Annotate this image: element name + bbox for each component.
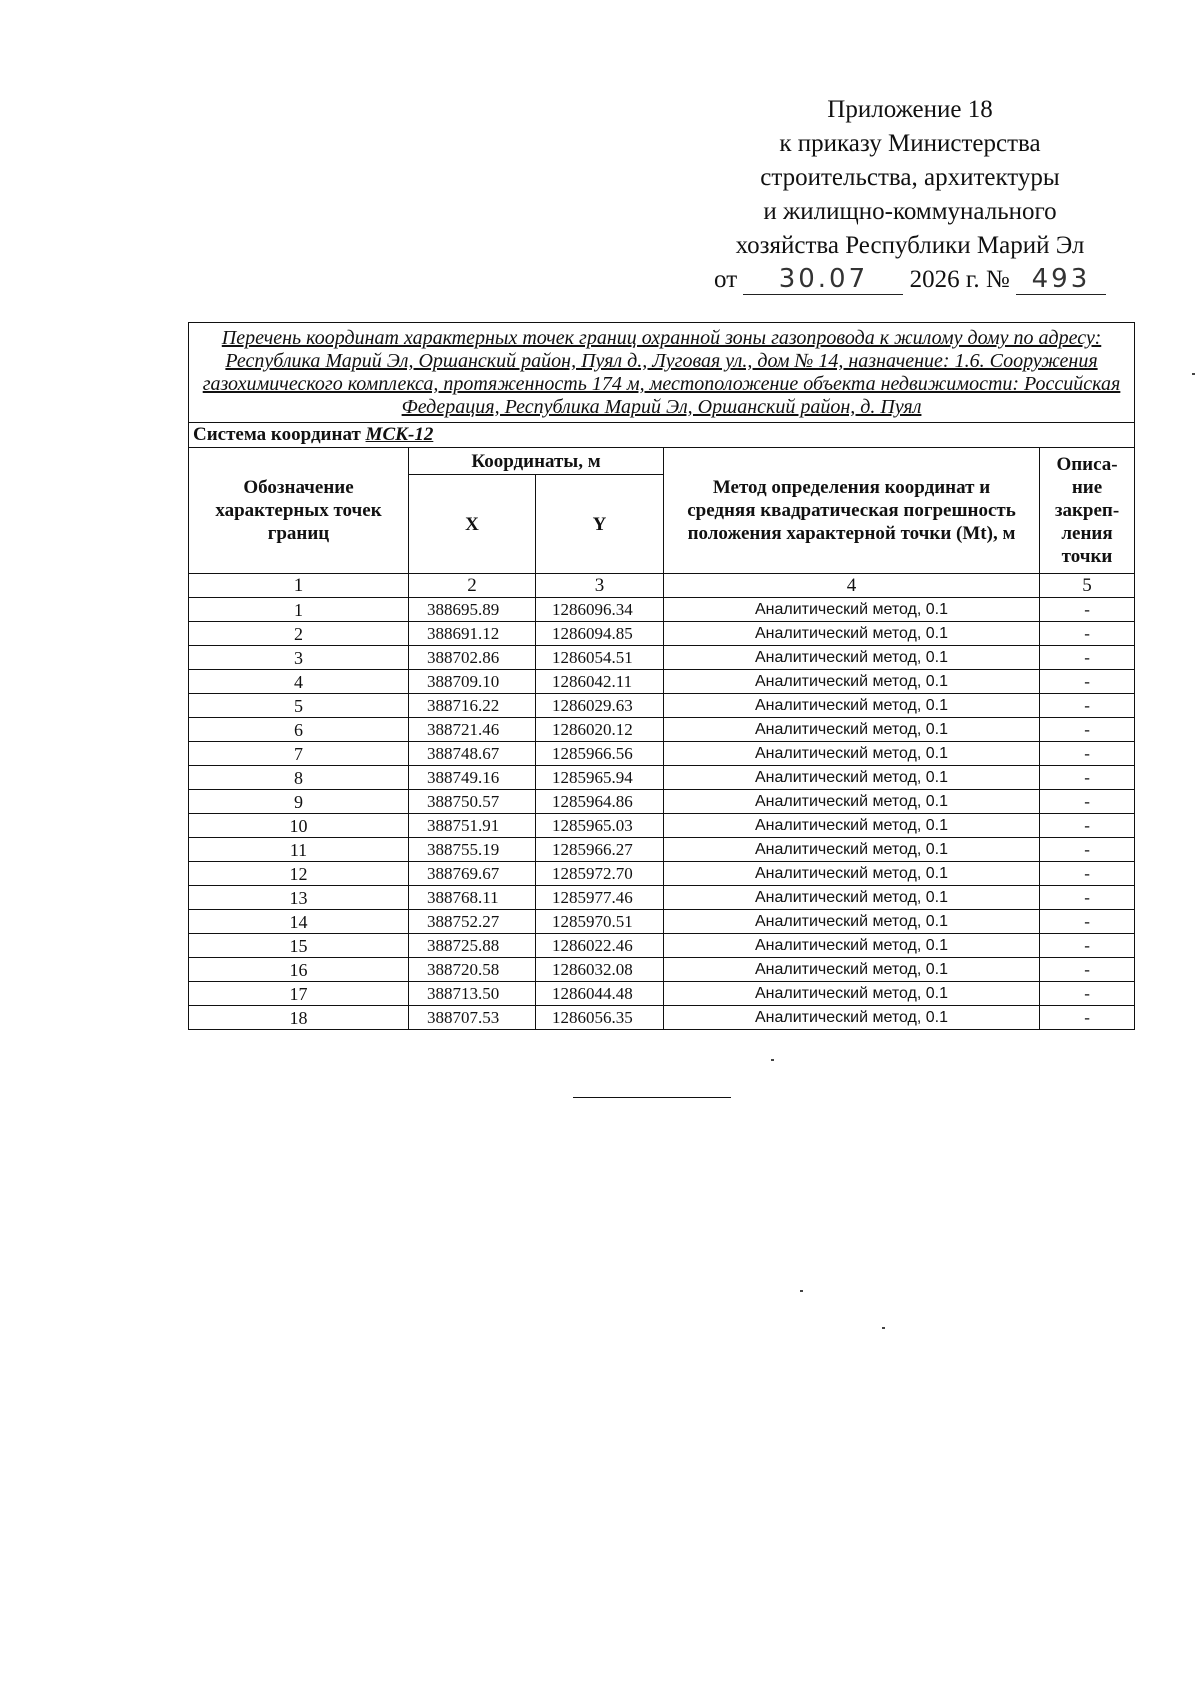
description-cell: - — [1040, 790, 1135, 814]
y-coordinate-cell: 1286022.46 — [536, 934, 664, 958]
table-row — [189, 766, 1135, 790]
table-row — [189, 934, 1135, 958]
x-coordinate-cell: 388691.12 — [409, 622, 536, 646]
y-coordinate-cell: 1286029.63 — [536, 694, 664, 718]
point-number-cell: 4 — [189, 670, 409, 694]
description-cell: - — [1040, 1006, 1135, 1030]
description-cell: - — [1040, 862, 1135, 886]
method-cell: Аналитический метод, 0.1 — [664, 694, 1040, 718]
method-cell: Аналитический метод, 0.1 — [664, 886, 1040, 910]
x-coordinate-cell: 388769.67 — [409, 862, 536, 886]
x-coordinate-cell: 388750.57 — [409, 790, 536, 814]
column-index: 5 — [1040, 574, 1135, 598]
point-number-cell: 11 — [189, 838, 409, 862]
method-cell: Аналитический метод, 0.1 — [664, 838, 1040, 862]
table-row — [189, 982, 1135, 1006]
point-number-cell: 15 — [189, 934, 409, 958]
description-cell: - — [1040, 886, 1135, 910]
y-coordinate-cell: 1286056.35 — [536, 1006, 664, 1030]
table-row — [189, 742, 1135, 766]
y-coordinate-cell: 1286044.48 — [536, 982, 664, 1006]
point-number-cell: 17 — [189, 982, 409, 1006]
method-cell: Аналитический метод, 0.1 — [664, 934, 1040, 958]
description-cell: - — [1040, 910, 1135, 934]
table-row — [189, 598, 1135, 622]
y-coordinate-cell: 1286094.85 — [536, 622, 664, 646]
point-number-cell: 18 — [189, 1006, 409, 1030]
header-line: Приложение 18 — [827, 96, 993, 123]
point-number-cell: 10 — [189, 814, 409, 838]
point-number-cell: 7 — [189, 742, 409, 766]
description-cell: - — [1040, 646, 1135, 670]
method-cell: Аналитический метод, 0.1 — [664, 718, 1040, 742]
y-coordinate-cell: 1286054.51 — [536, 646, 664, 670]
header-line: строительства, архитектуры — [760, 164, 1060, 191]
description-cell: - — [1040, 958, 1135, 982]
point-number-cell: 14 — [189, 910, 409, 934]
header-method: Метод определения координат и средняя квадратическая погрешность положения характерной точки (Mt), м — [664, 448, 1040, 574]
point-number-cell: 5 — [189, 694, 409, 718]
handwritten-order-number: 493 — [1016, 264, 1106, 295]
scan-speck — [882, 1327, 885, 1329]
method-cell: Аналитический метод, 0.1 — [664, 958, 1040, 982]
method-cell: Аналитический метод, 0.1 — [664, 742, 1040, 766]
description-cell: - — [1040, 934, 1135, 958]
table-row — [189, 718, 1135, 742]
method-cell: Аналитический метод, 0.1 — [664, 814, 1040, 838]
description-cell: - — [1040, 598, 1135, 622]
header-x: X — [409, 475, 536, 574]
year-text: 2026 г. № — [909, 266, 1010, 293]
description-cell: - — [1040, 766, 1135, 790]
table-row — [189, 1006, 1135, 1030]
point-number-cell: 8 — [189, 766, 409, 790]
header-point-designation: Обозначение характерных точек границ — [189, 448, 409, 574]
scan-speck — [1192, 373, 1195, 375]
coordinates-table — [188, 322, 1135, 1030]
x-coordinate-cell: 388752.27 — [409, 910, 536, 934]
description-cell: - — [1040, 718, 1135, 742]
y-coordinate-cell: 1286096.34 — [536, 598, 664, 622]
method-cell: Аналитический метод, 0.1 — [664, 598, 1040, 622]
x-coordinate-cell: 388721.46 — [409, 718, 536, 742]
table-row — [189, 646, 1135, 670]
x-coordinate-cell: 388749.16 — [409, 766, 536, 790]
x-coordinate-cell: 388748.67 — [409, 742, 536, 766]
scan-speck — [800, 1290, 803, 1292]
end-of-document-line — [573, 1097, 731, 1098]
y-coordinate-cell: 1285965.03 — [536, 814, 664, 838]
y-coordinate-cell: 1285964.86 — [536, 790, 664, 814]
column-index: 4 — [664, 574, 1040, 598]
point-number-cell: 13 — [189, 886, 409, 910]
point-number-cell: 2 — [189, 622, 409, 646]
header-line: к приказу Министерства — [779, 130, 1041, 157]
point-number-cell: 16 — [189, 958, 409, 982]
y-coordinate-cell: 1285977.46 — [536, 886, 664, 910]
description-cell: - — [1040, 622, 1135, 646]
table-row — [189, 910, 1135, 934]
y-coordinate-cell: 1286042.11 — [536, 670, 664, 694]
description-cell: - — [1040, 742, 1135, 766]
x-coordinate-cell: 388720.58 — [409, 958, 536, 982]
header-coordinates: Координаты, м — [409, 448, 664, 475]
table-row — [189, 838, 1135, 862]
order-date-line — [690, 263, 1130, 297]
y-coordinate-cell: 1285965.94 — [536, 766, 664, 790]
y-coordinate-cell: 1286032.08 — [536, 958, 664, 982]
point-number-cell: 12 — [189, 862, 409, 886]
table-row — [189, 814, 1135, 838]
table-row — [189, 670, 1135, 694]
y-coordinate-cell: 1285972.70 — [536, 862, 664, 886]
scan-speck — [771, 1059, 774, 1061]
method-cell: Аналитический метод, 0.1 — [664, 766, 1040, 790]
y-coordinate-cell: 1286020.12 — [536, 718, 664, 742]
handwritten-date: 30.07 — [743, 264, 903, 295]
method-cell: Аналитический метод, 0.1 — [664, 670, 1040, 694]
table-caption: Перечень координат характерных точек границ охранной зоны газопровода к жилому дому по адресу: Республика Марий Эл, Оршанский район, Пуял д., Луговая ул., дом № 14, назначение: 1.6. Сооружения газохимического комплекса, протяженность 174 м, местоположение объекта недвижимости: Российская Федерация, Республика Марий Эл, Оршанский район, д. Пуял — [189, 323, 1135, 423]
x-coordinate-cell: 388709.10 — [409, 670, 536, 694]
method-cell: Аналитический метод, 0.1 — [664, 646, 1040, 670]
table-row — [189, 790, 1135, 814]
method-cell: Аналитический метод, 0.1 — [664, 982, 1040, 1006]
description-cell: - — [1040, 982, 1135, 1006]
point-number-cell: 3 — [189, 646, 409, 670]
y-coordinate-cell: 1285966.27 — [536, 838, 664, 862]
column-index: 2 — [409, 574, 536, 598]
table-row — [189, 958, 1135, 982]
header-line: хозяйства Республики Марий Эл — [735, 232, 1085, 259]
column-index: 3 — [536, 574, 664, 598]
column-index: 1 — [189, 574, 409, 598]
point-number-cell: 9 — [189, 790, 409, 814]
table-row — [189, 694, 1135, 718]
x-coordinate-cell: 388755.19 — [409, 838, 536, 862]
x-coordinate-cell: 388695.89 — [409, 598, 536, 622]
description-cell: - — [1040, 670, 1135, 694]
table-row — [189, 622, 1135, 646]
x-coordinate-cell: 388768.11 — [409, 886, 536, 910]
header-line: и жилищно-коммунального — [763, 198, 1057, 225]
coordinate-system — [189, 423, 1135, 448]
appendix-header — [690, 93, 1130, 297]
x-coordinate-cell: 388725.88 — [409, 934, 536, 958]
method-cell: Аналитический метод, 0.1 — [664, 1006, 1040, 1030]
x-coordinate-cell: 388707.53 — [409, 1006, 536, 1030]
y-coordinate-cell: 1285966.56 — [536, 742, 664, 766]
point-number-cell: 6 — [189, 718, 409, 742]
description-cell: - — [1040, 838, 1135, 862]
method-cell: Аналитический метод, 0.1 — [664, 862, 1040, 886]
x-coordinate-cell: 388702.86 — [409, 646, 536, 670]
coordinate-system-label: Система координат — [193, 424, 361, 445]
x-coordinate-cell: 388751.91 — [409, 814, 536, 838]
method-cell: Аналитический метод, 0.1 — [664, 622, 1040, 646]
description-cell: - — [1040, 814, 1135, 838]
table-row — [189, 862, 1135, 886]
x-coordinate-cell: 388716.22 — [409, 694, 536, 718]
y-coordinate-cell: 1285970.51 — [536, 910, 664, 934]
table-row — [189, 886, 1135, 910]
method-cell: Аналитический метод, 0.1 — [664, 790, 1040, 814]
coordinate-system-value: МСК-12 — [365, 424, 434, 445]
x-coordinate-cell: 388713.50 — [409, 982, 536, 1006]
description-cell: - — [1040, 694, 1135, 718]
header-y: Y — [536, 475, 664, 574]
point-number-cell: 1 — [189, 598, 409, 622]
header-description: Описа-ние закреп-ления точки — [1040, 448, 1135, 574]
method-cell: Аналитический метод, 0.1 — [664, 910, 1040, 934]
date-prefix: от — [714, 266, 738, 293]
